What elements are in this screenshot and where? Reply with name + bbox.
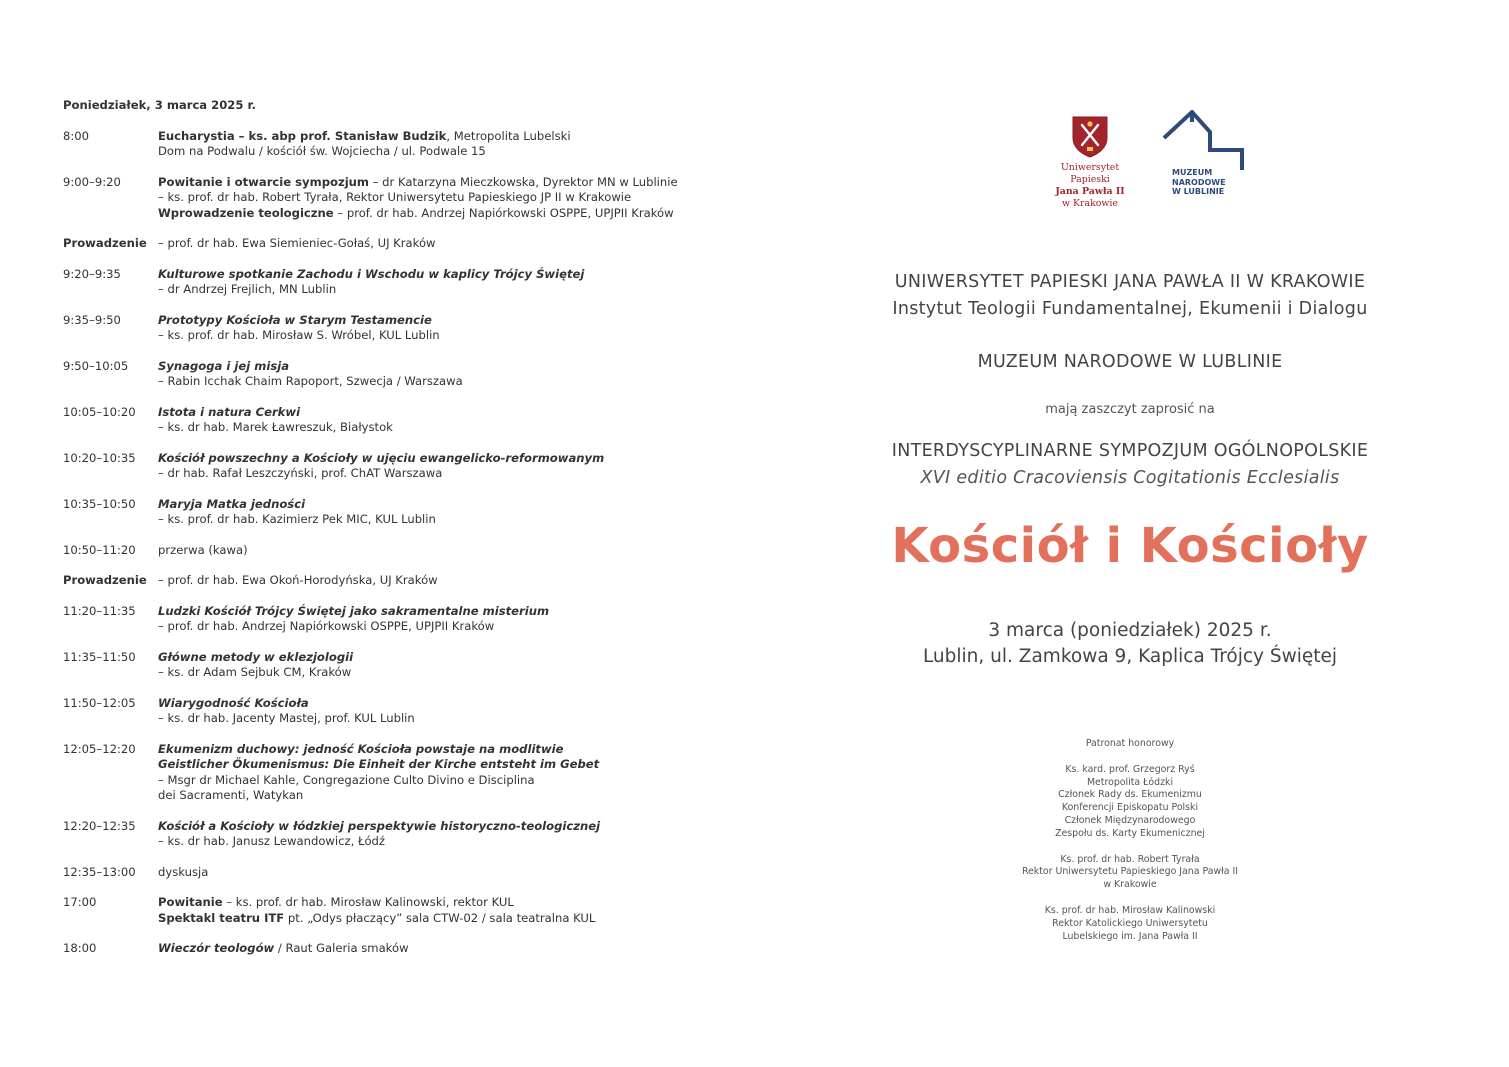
symposium-title: Kościół i Kościoły: [891, 518, 1369, 574]
programme-content: [158, 650, 743, 681]
patronat-line: w Krakowie: [1103, 879, 1157, 891]
programme-text: – ks. prof. dr hab. Mirosław Kalinowski, rektor KUL: [222, 895, 514, 909]
programme-line: [158, 543, 743, 559]
programme-line: [158, 895, 743, 911]
institute-name: Instytut Teologii Fundamentalnej, Ekumenii i Dialogu: [892, 299, 1368, 319]
programme-text: Ekumenizm duchowy: jedność Kościoła powstaje na modlitwie: [158, 741, 564, 756]
patronat-line: Metropolita Łódzki: [1086, 776, 1174, 788]
programme-text: Dom na Podwalu / kościół św. Wojciecha / ul. Podwale 15: [158, 144, 486, 158]
programme-text: – Rabin Icchak Chaim Rapoport, Szwecja / Warszawa: [158, 374, 463, 388]
programme-line: [158, 619, 743, 635]
programme-content: [158, 313, 743, 344]
programme-text: Wiarygodność Kościoła: [158, 695, 309, 710]
programme-line: [158, 911, 743, 927]
patronat-line: Konferencji Episkopatu Polski: [1061, 802, 1199, 814]
programme-row: [63, 236, 743, 252]
programme-line: [158, 236, 743, 252]
programme-text: Powitanie i otwarcie sympozjum: [158, 174, 370, 189]
programme-line: [158, 573, 743, 589]
mn-logo-text: [1172, 168, 1246, 197]
upjp-shield-icon: [1072, 116, 1108, 158]
programme-row: [63, 267, 743, 298]
programme-row: [63, 451, 743, 482]
programme-time: 9:50–10:05: [63, 358, 129, 373]
patronat-line: Członek Rady ds. Ekumenizmu: [1058, 789, 1202, 801]
programme-text: Istota i natura Cerkwi: [158, 404, 301, 419]
programme-text: – Msgr dr Michael Kahle, Congregazione Culto Divino e Disciplina: [158, 772, 535, 787]
programme-text: dei Sacramenti, Watykan: [158, 788, 304, 802]
event-place: Lublin, ul. Zamkowa 9, Kaplica Trójcy Świętej: [922, 646, 1338, 667]
programme-line: [158, 282, 743, 298]
programme-line: [158, 788, 743, 804]
programme-row: [63, 175, 743, 222]
programme-line: [158, 267, 743, 283]
programme-line: [158, 359, 743, 375]
programme-time: Prowadzenie: [63, 573, 147, 587]
upjp-logo-text: [1040, 162, 1140, 210]
programme-text: Główne metody w eklezjologii: [158, 649, 354, 664]
programme-row: [63, 543, 743, 559]
programme-row: [63, 604, 743, 635]
patronat: [820, 738, 1440, 956]
programme-time: 12:20–12:35: [63, 818, 136, 833]
programme-time: 10:50–11:20: [63, 542, 136, 557]
university-name: UNIWERSYTET PAPIESKI JANA PAWŁA II W KRAKOWIE: [894, 272, 1366, 292]
programme-content: [158, 696, 743, 727]
programme-text: – prof. dr hab. Ewa Okoń-Horodyńska, UJ Kraków: [158, 573, 438, 587]
programme-line: [158, 405, 743, 421]
programme-time: 9:00–9:20: [63, 174, 121, 189]
upjp-logo-line2: Jana Pawła II: [1055, 186, 1125, 197]
programme-time: Prowadzenie: [63, 236, 147, 250]
programme-text: Prototypy Kościoła w Starym Testamencie: [158, 312, 432, 327]
programme-text: Eucharystia – ks. abp prof. Stanisław Budzik: [158, 128, 447, 143]
programme-content: [158, 497, 743, 528]
programme-text: / Raut Galeria smaków: [274, 941, 409, 955]
programme-text: Wprowadzenie teologiczne: [158, 205, 334, 220]
programme-line: [158, 865, 743, 881]
museum-name: MUZEUM NARODOWE W LUBLINIE: [977, 352, 1283, 372]
patronat-line: Rektor Uniwersytetu Papieskiego Jana Pawła II: [1021, 866, 1239, 878]
programme-line: [158, 420, 743, 436]
programme-text: Synagoga i jej misja: [158, 358, 290, 373]
programme-line: [158, 144, 743, 160]
programme-line: [158, 757, 743, 773]
programme-content: [158, 267, 743, 298]
day-title: Poniedziałek, 3 marca 2025 r.: [63, 98, 256, 112]
programme-line: [158, 604, 743, 620]
programme-time: 8:00: [63, 128, 90, 143]
programme-line: [158, 175, 743, 191]
programme-time: 11:20–11:35: [63, 603, 136, 618]
programme-line: [158, 819, 743, 835]
programme-row: [63, 941, 743, 957]
programme-rows: [63, 129, 743, 957]
programme-line: [158, 328, 743, 344]
programme-line: [158, 711, 743, 727]
programme-time: 10:35–10:50: [63, 496, 136, 511]
invite-text: mają zaszczyt zaprosić na: [1045, 402, 1215, 417]
mn-logo-line3: W LUBLINIE: [1172, 187, 1225, 197]
mn-mark-icon: [1162, 110, 1246, 170]
patronat-line: Ks. prof. dr hab. Mirosław Kalinowski: [1044, 904, 1216, 916]
mn-logo-line1: MUZEUM: [1172, 168, 1213, 177]
programme-row: [63, 405, 743, 436]
programme-text: – ks. prof. dr hab. Robert Tyrała, Rektor Uniwersytetu Papieskiego JP II w Krakowie: [158, 190, 632, 204]
patronat-line: Ks. prof. dr hab. Robert Tyrała: [1060, 853, 1200, 865]
patronat-heading: Patronat honorowy: [1085, 738, 1175, 749]
programme-row: [63, 865, 743, 881]
programme-content: [158, 819, 743, 850]
programme-content: [158, 359, 743, 390]
event-name: INTERDYSCYPLINARNE SYMPOZJUM OGÓLNOPOLSKIE: [891, 441, 1369, 461]
programme-row: [63, 359, 743, 390]
mn-logo-line2: NARODOWE: [1172, 177, 1226, 187]
programme-line: [158, 466, 743, 482]
programme-line: [158, 696, 743, 712]
programme-text: – prof. dr hab. Andrzej Napiórkowski OSPPE, UPJPII Kraków: [333, 205, 674, 220]
programme-row: [63, 742, 743, 804]
programme-text: przerwa (kawa): [158, 542, 248, 557]
upjp-logo-line3: w Krakowie: [1062, 198, 1118, 209]
patronat-group: [820, 764, 1440, 841]
programme-row: [63, 129, 743, 160]
programme-line: [158, 665, 743, 681]
programme-time: 9:20–9:35: [63, 266, 121, 281]
programme-text: – prof. dr hab. Ewa Siemieniec-Gołaś, UJ Kraków: [158, 236, 436, 250]
programme-text: , Metropolita Lubelski: [446, 128, 571, 143]
programme-time: 12:35–13:00: [63, 864, 136, 879]
programme-content: [158, 175, 743, 222]
upjp-logo-line1: Uniwersytet Papieski: [1060, 162, 1120, 185]
programme-content: [158, 941, 743, 957]
programme-row: [63, 650, 743, 681]
programme-text: – ks. dr hab. Janusz Lewandowicz, Łódź: [158, 834, 385, 848]
programme-text: – ks. prof. dr hab. Mirosław S. Wróbel, KUL Lublin: [158, 328, 440, 342]
programme-row: [63, 313, 743, 344]
programme-content: [158, 604, 743, 635]
programme-line: [158, 451, 743, 467]
programme-content: [158, 573, 743, 589]
programme-line: [158, 834, 743, 850]
patronat-groups: [820, 764, 1440, 944]
programme-text: dyskusja: [158, 864, 209, 879]
programme-time: 10:05–10:20: [63, 404, 136, 419]
programme-text: – dr Andrzej Frejlich, MN Lublin: [158, 282, 337, 296]
programme-text: – ks. dr hab. Jacenty Mastej, prof. KUL Lublin: [158, 711, 415, 725]
programme-row: [63, 573, 743, 589]
programme-content: [158, 236, 743, 252]
programme-text: Kościół a Kościoły w łódzkiej perspektywie historyczno-teologicznej: [158, 818, 601, 833]
programme-text: Ludzki Kościół Trójcy Świętej jako sakramentalne misterium: [158, 603, 550, 618]
programme-line: [158, 742, 743, 758]
programme-text: – prof. dr hab. Andrzej Napiórkowski OSPPE, UPJPII Kraków: [158, 619, 495, 633]
programme-text: pt. „Odys płaczący” sala CTW-02 / sala teatralna KUL: [284, 910, 596, 925]
programme-line: [158, 374, 743, 390]
programme-content: [158, 742, 743, 804]
patronat-group: [820, 905, 1440, 943]
programme-row: [63, 895, 743, 926]
programme-content: [158, 129, 743, 160]
programme-text: – dr Katarzyna Mieczkowska, Dyrektor MN w Lublinie: [369, 174, 678, 189]
programme-row: [63, 497, 743, 528]
upjp-logo: [1040, 116, 1140, 209]
programme-text: Spektakl teatru ITF: [158, 910, 285, 925]
programme-line: [158, 129, 743, 145]
patronat-line: Ks. kard. prof. Grzegorz Ryś: [1065, 763, 1195, 775]
programme-line: [158, 773, 743, 789]
programme-time: 12:05–12:20: [63, 741, 136, 756]
programme-text: Kulturowe spotkanie Zachodu i Wschodu w kaplicy Trójcy Świętej: [158, 266, 585, 281]
programme-row: [63, 819, 743, 850]
programme-content: [158, 405, 743, 436]
programme-text: Maryja Matka jedności: [158, 496, 306, 511]
programme-time: 9:35–9:50: [63, 312, 121, 327]
programme-text: – ks. dr hab. Marek Ławreszuk, Białystok: [158, 420, 393, 434]
programme-text: – ks. dr Adam Sejbuk CM, Kraków: [158, 665, 352, 679]
programme-content: [158, 895, 743, 926]
programme-time: 11:50–12:05: [63, 695, 136, 710]
programme-line: [158, 190, 743, 206]
patronat-line: Członek Międzynarodowego: [1064, 814, 1196, 826]
programme-line: [158, 497, 743, 513]
programme-text: – dr hab. Rafał Leszczyński, prof. ChAT Warszawa: [158, 466, 443, 480]
programme-content: [158, 451, 743, 482]
programme-text: Geistlicher Ökumenismus: Die Einheit der Kirche entsteht im Gebet: [158, 757, 600, 771]
programme-line: [158, 313, 743, 329]
programme-line: [158, 650, 743, 666]
programme-text: Kościół powszechny a Kościoły w ujęciu ewangelicko-reformowanym: [158, 450, 605, 465]
patronat-line: Lubelskiego im. Jana Pawła II: [1062, 930, 1198, 942]
programme-line: [158, 512, 743, 528]
programme-time: 10:20–10:35: [63, 450, 136, 465]
programme-text: Powitanie: [158, 895, 223, 909]
programme-time: 17:00: [63, 895, 97, 909]
programme-text: – ks. prof. dr hab. Kazimierz Pek MIC, KUL Lublin: [158, 512, 436, 526]
event-date: 3 marca (poniedziałek) 2025 r.: [988, 620, 1272, 641]
programme-line: [158, 941, 743, 957]
programme: [63, 98, 743, 972]
programme-time: 18:00: [63, 941, 97, 955]
programme-row: [63, 696, 743, 727]
patronat-line: Zespołu ds. Karty Ekumenicznej: [1055, 827, 1205, 839]
patronat-group: [820, 854, 1440, 892]
event-edition: XVI editio Cracoviensis Cogitationis Ecclesialis: [920, 468, 1340, 488]
mn-logo: [1162, 110, 1246, 202]
programme-content: [158, 543, 743, 559]
programme-text: Wieczór teologów: [158, 941, 275, 955]
programme-content: [158, 865, 743, 881]
programme-time: 11:35–11:50: [63, 649, 136, 664]
patronat-line: Rektor Katolickiego Uniwersytetu: [1052, 917, 1208, 929]
programme-line: [158, 206, 743, 222]
